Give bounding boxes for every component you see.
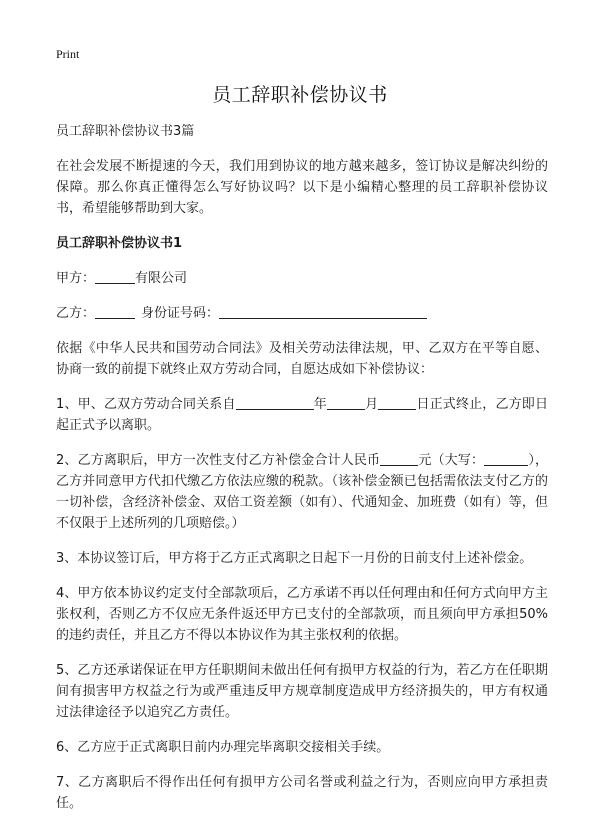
print-label: Print <box>56 47 80 61</box>
clause-1-year-blank <box>236 395 314 410</box>
party-a-line <box>56 268 548 289</box>
document-title: 员工辞职补偿协议书 <box>212 84 388 106</box>
clause-2-unit: 元（大写： <box>418 453 485 468</box>
basis-paragraph: 依据《中华人民共和国劳动合同法》及相关劳动法律法规，甲、乙双方在平等自愿、协商一致的前提下就终止双方劳动合同，自愿达成如下补偿协议： <box>56 341 548 377</box>
clause-2 <box>56 450 548 534</box>
clause-6: 6、乙方应于正式离职日前内办理完毕离职交接相关手续。 <box>56 740 390 755</box>
clause-5: 5、乙方还承诺保证在甲方任职期间未做出任何有损甲方权益的行为，若乙方在任职期间有损害甲方权益之行为或严重违反甲方规章制度造成甲方经济损失的，甲方有权通过法律途径予以追究乙方责任。 <box>56 663 548 720</box>
section-heading: 员工辞职补偿协议书1 <box>56 236 183 251</box>
id-number-label: 身份证号码： <box>141 306 220 321</box>
clause-1-day-blank <box>378 395 416 410</box>
document-body <box>56 121 548 828</box>
clause-2-text-a: 2、乙方离职后，甲方一次性支付乙方补偿金合计人民币 <box>56 453 381 468</box>
party-a-suffix: 有限公司 <box>135 271 188 286</box>
clause-2-capital-blank <box>484 451 528 466</box>
clause-1-month-blank <box>327 395 365 410</box>
clause-1-text-b: 日正式终止，乙方即日起正式予以离职。 <box>56 397 548 433</box>
intro-paragraph: 在社会发展不断提速的今天，我们用到协议的地方越来越多，签订协议是解决纠纷的保障。那么你真正懂得怎么写好协议吗？以下是小编精心整理的员工辞职补偿协议书，希望能够帮助到大家。 <box>56 159 548 216</box>
clause-1 <box>56 394 548 436</box>
document-subtitle: 员工辞职补偿协议书3篇 <box>56 124 195 139</box>
clause-2-text-b: ），乙方并同意甲方代扣代缴乙方依法应缴的税款。（该补偿金额已包括需依法支付乙方的一切补偿，含经济补偿金、双倍工资差额（如有）、代通知金、加班费（如有）等，但不仅限于上述所列的几项赔偿。） <box>56 453 548 531</box>
party-a-label: 甲方： <box>56 271 96 286</box>
clause-3: 3、本协议签订后，甲方将于乙方正式离职之日起下一月份的日前支付上述补偿金。 <box>56 551 533 566</box>
clause-7: 7、乙方离职后不得作出任何有损甲方公司名誉或利益之行为，否则应向甲方承担责任。 <box>56 775 548 811</box>
party-b-blank <box>95 304 135 319</box>
clause-1-text-a: 1、甲、乙双方劳动合同关系自 <box>56 397 236 412</box>
party-a-blank <box>95 269 135 284</box>
party-b-label: 乙方： <box>56 306 96 321</box>
party-b-line <box>56 303 548 324</box>
clause-1-year-label: 年 <box>313 397 327 412</box>
id-number-blank <box>219 304 427 319</box>
clause-1-month-label: 月 <box>364 397 379 412</box>
clause-2-amount-blank <box>380 451 418 466</box>
clause-4: 4、甲方依本协议约定支付全部款项后，乙方承诺不再以任何理由和任何方式向甲方主张权利，否则乙方不仅应无条件返还甲方已支付的全部款项，而且须向甲方承担50%的违约责任，并且乙方不得以本协议作为其主张权利的依据。 <box>56 586 548 643</box>
